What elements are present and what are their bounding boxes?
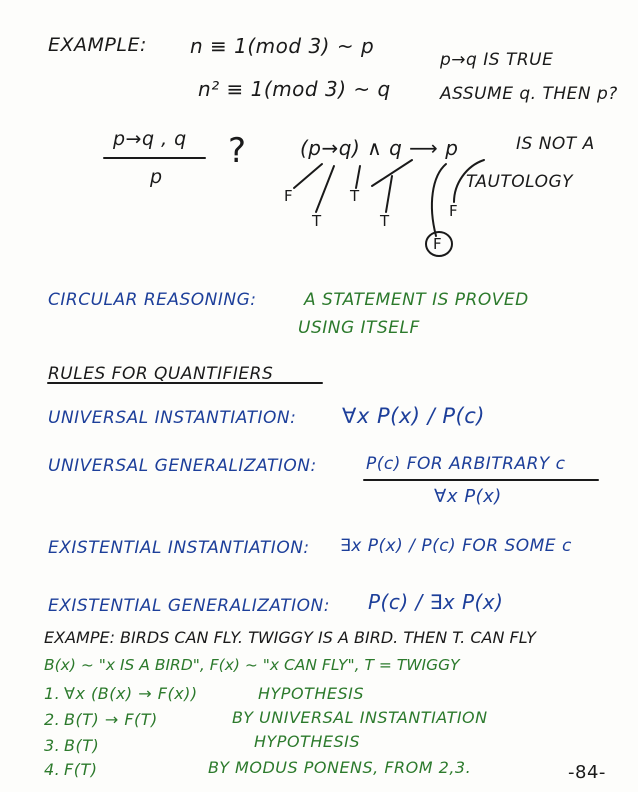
truth-label: F [284,187,294,205]
proof-step-reason: HYPOTHESIS [254,732,360,751]
existential-instantiation-label: EXISTENTIAL INSTANTIATION: [48,538,310,558]
verdict-line2: TAUTOLOGY [466,172,574,192]
quantifier-rules-heading: RULES FOR QUANTIFIERS [48,364,274,384]
proof-step-number: 3. [44,736,61,755]
birds-example-definitions: B(x) ~ "x IS A BIRD", F(x) ~ "x CAN FLY", T = TWIGGY [44,656,460,674]
truth-label: T [350,187,360,205]
proof-step-statement: B(T) → F(T) [64,710,158,729]
truth-label: T [312,212,322,230]
example-line1: n ≡ 1(mod 3) ~ p [190,34,375,58]
example-label: EXAMPLE: [48,34,147,56]
example-line2: n² ≡ 1(mod 3) ~ q [198,77,391,101]
fallacy-premises: p→q , q [113,128,187,150]
truth-label: F [449,202,459,220]
proof-step-number: 4. [44,760,61,779]
circular-reasoning-term: CIRCULAR REASONING: [48,290,257,310]
existential-generalization-rule: P(c) / ∃x P(x) [368,590,504,614]
page-number: -84- [568,762,606,783]
universal-instantiation-label: UNIVERSAL INSTANTIATION: [48,408,297,428]
fallacy-conclusion: p [150,166,163,188]
proof-step-number: 2. [44,710,61,729]
universal-generalization-label: UNIVERSAL GENERALIZATION: [48,456,317,476]
universal-instantiation-rule: ∀x P(x) / P(c) [342,404,485,428]
universal-generalization-premise: P(c) FOR ARBITRARY c [366,454,566,474]
circled-truth-label: F [433,235,443,253]
verdict-line1: IS NOT A [516,134,595,154]
existential-instantiation-rule: ∃x P(x) / P(c) FOR SOME c [340,536,572,556]
universal-generalization-conclusion: ∀x P(x) [434,486,502,507]
proof-step-reason: BY MODUS PONENS, FROM 2,3. [208,758,472,777]
proof-step-statement: B(T) [64,736,100,755]
proof-step-reason: BY UNIVERSAL INSTANTIATION [232,708,488,727]
circular-definition-line1: A STATEMENT IS PROVED [304,290,529,310]
proof-step-statement: ∀x (B(x) → F(x)) [64,684,198,703]
circular-definition-line2: USING ITSELF [298,318,420,338]
assume-note: ASSUME q. THEN p? [440,84,618,104]
implication-note: p→q IS TRUE [440,50,554,70]
proof-step-number: 1. [44,684,61,703]
existential-generalization-label: EXISTENTIAL GENERALIZATION: [48,596,330,616]
fallacy-expression: (p→q) ∧ q ⟶ p [300,136,459,160]
fallacy-question: ? [228,131,247,171]
birds-example-line: EXAMPE: BIRDS CAN FLY. TWIGGY IS A BIRD. THEN T. CAN FLY [44,628,536,647]
proof-step-reason: HYPOTHESIS [258,684,364,703]
proof-step-statement: F(T) [64,760,98,779]
truth-label: T [380,212,390,230]
